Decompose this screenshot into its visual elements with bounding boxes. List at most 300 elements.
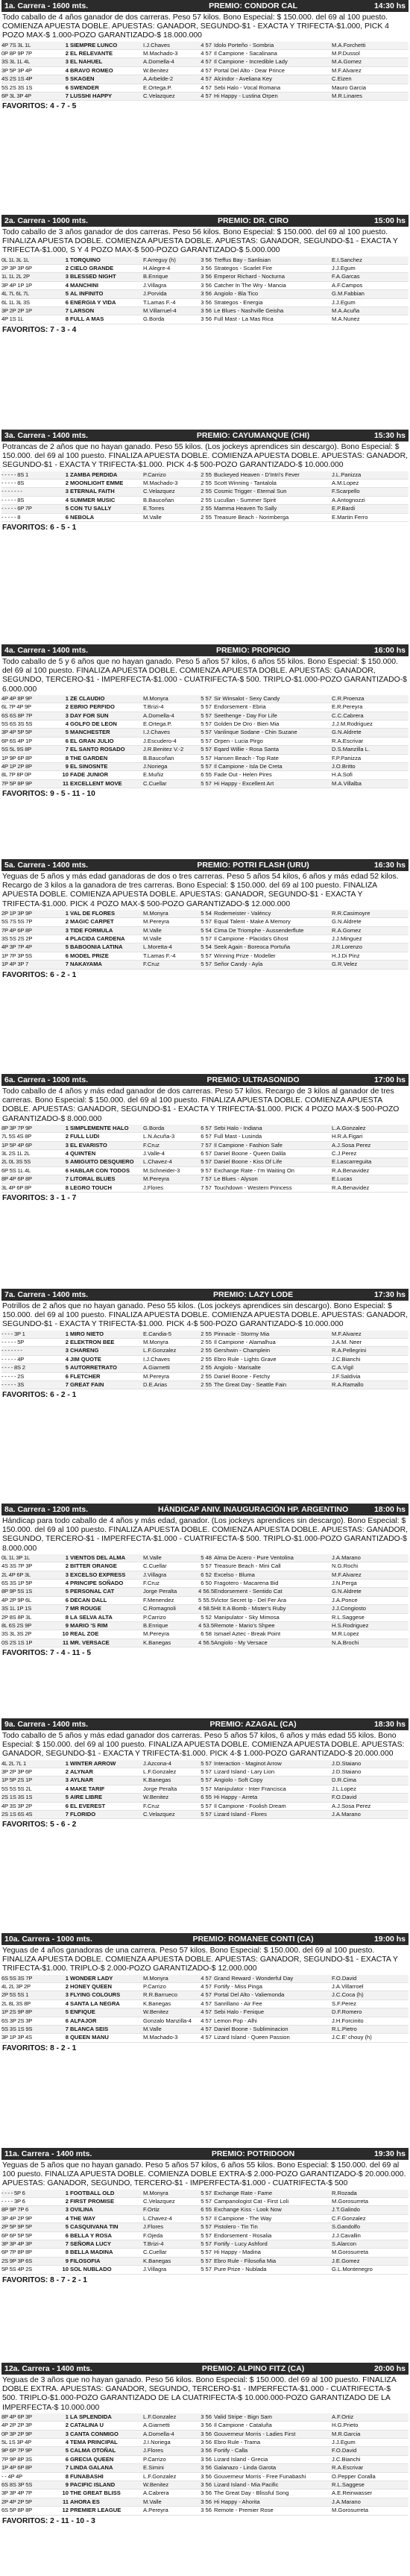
entry-row: [1, 1562, 409, 1571]
entry-pedigree: Sebi Halo - Vocal Romana: [214, 84, 281, 91]
entry-jockey: H.Alegre-4: [143, 265, 171, 271]
entry-age-weight: 5 57: [201, 711, 212, 719]
entry-pedigree: Emperor Richard - Nocturna: [214, 273, 285, 280]
entry-trainer: R.A.Escrivar: [332, 737, 364, 744]
entry-horse-name: MANCHINI: [70, 281, 98, 289]
race-conditions: Potrancas de 2 años que no hayan ganado. Peso 55 kilos. (Los jockeys aprendices sin descargo). Bono Especial: $ 150.000. del 69 al 100 puesto. FINALIZA APUESTA DOBLE. COMIENZA APUESTA DOBLE. APUESTAS: GANADOR, SEGUNDO-$1 - EXACTA Y TRIFECTA-$1.000. PICK 4-$ 500-POZO GARANTIZADO-$ 10.000.000: [2, 443, 409, 470]
entry-age-weight: 4 57: [201, 66, 212, 74]
entry-performances: 1P 7P 3P 5S: [1, 952, 32, 959]
entry-age-weight: 5 57: [201, 1785, 212, 1792]
entry-pedigree: Remote - Premier Rose: [214, 2507, 274, 2514]
entry-age-weight: 5 57: [201, 2231, 212, 2239]
entry-number: 9: [65, 2257, 69, 2264]
entry-pedigree: Hansen Beach - Top Rate: [214, 754, 279, 761]
race-conditions: Todo caballo de 4 años y más edad ganador de dos carreras. Peso 57 kilos. Recargo de 3 kilos al ganador de tres carreras. Bono Especial: $ 150.000. del 69 al 100 puesto. FINALIZA APUESTA DOBLE. COMIENZA APUESTA DOBLE. APUESTAS: GANADOR, SEGUNDO-$1 - EXACTA Y TRIFECTA-$1.000. PICK 4 POZO MAX-$ 500-POZO GARANTIZADO-$ 8.000.000: [2, 1087, 400, 1123]
entry-trainer: M.Gorosurreta: [332, 2507, 368, 2514]
entry-pedigree: Idolo Porteño - Sombria: [214, 41, 274, 48]
entry-age-weight: 3 56: [201, 298, 212, 306]
entry-trainer: H.G.Prieto: [332, 2422, 359, 2429]
entry-number: 2: [65, 1768, 69, 1775]
race-conditions: Todo caballo de 4 años ganador de dos carreras. Peso 57 kilos. Bono Especial: $ 150.000. del 69 al 100 puesto. COMIENZA APUESTA DOBLE. APUESTAS: GANADOR, SEGUNDO-$1 - EXACTA Y TRIFECTA-$1.000, PICK 4 POZO MAX-$ 1.000-POZO GARANTIZADO-$ 18.000.000: [2, 13, 389, 40]
race-card: [1, 1074, 409, 1288]
entry-pedigree: Lizard Island - Grecia: [214, 2455, 268, 2463]
entry-horse-name: LINDA GALANA: [70, 2464, 113, 2472]
entry-row: [1, 2481, 409, 2489]
entry-performances: 4P 3S 3P 2P: [1, 1802, 33, 1809]
entry-horse-name: EXCELSO EXPRESS: [70, 1571, 126, 1578]
entry-performances: 1P 4P 3P 7: [1, 961, 29, 968]
entry-row: [1, 1347, 409, 1355]
entry-row: [1, 2266, 409, 2274]
entry-pedigree: Lizard Island - Lary Lion: [214, 1768, 275, 1775]
entry-age-weight: 5 57: [201, 729, 212, 736]
entry-jockey: J.Villagra: [143, 2266, 167, 2273]
entry-age-weight: 4 57: [201, 41, 212, 48]
entry-pedigree: Pinnacle - Stormy Mia: [214, 1330, 270, 1337]
entry-row: [1, 1167, 409, 1175]
entry-pedigree: Ismael Aztec - Break Point: [214, 1630, 281, 1638]
entry-number: 6: [65, 1372, 69, 1380]
entry-performances: 2S 1S 6S 4S: [1, 1810, 33, 1818]
entry-jockey: L.Chavez-4: [143, 1158, 172, 1166]
entry-jockey: W.Benitez: [143, 2481, 169, 2488]
entry-pedigree: Ebro Rule - Lights Grave: [214, 1355, 277, 1363]
entry-age-weight: 4 58.5: [198, 1605, 215, 1612]
entry-jockey: A.Giarnetti: [143, 2422, 170, 2429]
race-title: PREMIO: CONDOR CAL: [209, 1, 298, 10]
entry-performances: 4P 1P 2P 8P: [1, 762, 32, 770]
entry-pedigree: Daniel Boone - Fetchy: [214, 1372, 271, 1380]
entry-number: 5: [65, 1158, 69, 1166]
entry-row: [1, 299, 409, 307]
entry-number: 5: [65, 2447, 69, 2454]
entry-age-weight: 5 57: [201, 1768, 212, 1775]
entry-performances: 4S 3S 7P 3P: [1, 1562, 33, 1570]
entry-horse-name: SWENDER: [70, 84, 99, 91]
race-card: [1, 215, 409, 429]
race-label: 8a. Carrera - 1200 mts.: [4, 1505, 89, 1514]
entry-jockey: J.R.Benitez V.-2: [143, 746, 184, 753]
entry-age-weight: 3 56: [201, 2455, 212, 2463]
entry-trainer: S.Alarcon: [332, 2240, 356, 2247]
entry-jockey: M.Valle: [143, 513, 162, 521]
entry-age-weight: 5 57: [201, 2266, 212, 2273]
entry-trainer: J.J.Egum: [332, 2438, 356, 2445]
entry-row: [1, 1364, 409, 1372]
entry-pedigree: Catcher In The Wry - Mancia: [214, 281, 286, 289]
entry-horse-name: JIM QUOTE: [70, 1355, 101, 1363]
entry-trainer: R.L.Saggese: [332, 2481, 365, 2488]
entry-horse-name: ENERGIA Y VIDA: [70, 298, 116, 306]
entry-jockey: L.F.Gonzalez: [143, 2413, 177, 2420]
entry-number: 2: [65, 2198, 69, 2205]
entry-horse-name: ZAMBA PERDIDA: [70, 471, 118, 478]
entry-age-weight: 2 55: [201, 1330, 212, 1337]
entry-row: [1, 1975, 409, 1983]
entry-horse-name: CANTA CONMIGO: [70, 2430, 119, 2437]
entry-performances: 6L 1L 3L 3S: [1, 298, 30, 306]
entry-number: 4: [65, 1149, 69, 1157]
entry-jockey: C.Velazquez: [143, 488, 175, 495]
entry-number: 8: [65, 2034, 69, 2041]
entry-age-weight: 6 57: [201, 1124, 212, 1131]
entry-pedigree: Campanologist Cat - First Loli: [214, 2198, 289, 2205]
entry-jockey: J.Flores: [143, 2447, 164, 2454]
entry-number: 6: [65, 2231, 69, 2239]
race-time: 16:00 hs: [373, 646, 406, 655]
entry-pedigree: Full Mast - La Mas Rica: [214, 315, 274, 323]
entry-number: 2: [65, 50, 69, 57]
entry-performances: - - - - - 6P 7P: [1, 505, 32, 512]
entry-trainer: J.O.Britto: [332, 762, 356, 770]
entry-pedigree: Il Campione - Foolish Dream: [214, 1802, 286, 1809]
entry-pedigree: Il Campione - Fashion Safe: [214, 1141, 283, 1149]
entry-pedigree: Ebro Rule - Filosofia Mia: [214, 2257, 277, 2264]
entry-pedigree: Daniel Boone - Kiss Of Life: [214, 1158, 283, 1166]
entry-number: 3: [65, 1777, 69, 1784]
entry-performances: 7P 5P 8P 9P: [1, 779, 32, 787]
entry-horse-name: LITORAL BLUES: [70, 1175, 116, 1183]
entry-row: [1, 2206, 409, 2214]
entry-pedigree: Remote - Mario's Shpee: [214, 1621, 275, 1629]
entry-trainer: J.D.Staiano: [332, 1768, 362, 1775]
entry-jockey: A.Domella-4: [143, 2430, 174, 2437]
entry-trainer: J.C.E' chouy (h): [332, 2034, 372, 2041]
entry-age-weight: 6 57: [201, 1149, 212, 1157]
entry-pedigree: Eqard Willie - Rosa Santa: [214, 746, 279, 753]
entry-performances: - - - - - 5P: [1, 1339, 25, 1345]
entry-horse-name: EXCELLENT MOVE: [70, 779, 122, 787]
entry-row: [1, 514, 409, 522]
entry-age-weight: 5 57: [201, 2223, 212, 2231]
entry-performances: 5S 7S 5S 7P: [1, 918, 33, 926]
entry-horse-name: EL NAHUEL: [70, 58, 103, 66]
entry-performances: 7L 5S 4S 8P: [1, 1133, 32, 1140]
race-time: 17:00 hs: [373, 1075, 406, 1084]
entry-performances: 0S 2S 1S 1P: [1, 1639, 33, 1646]
entry-jockey: L.Moretta-4: [143, 943, 172, 951]
entry-trainer: M.F.Alvarez: [332, 66, 362, 74]
entry-number: 2: [65, 1339, 69, 1345]
entry-horse-name: BLESSED NIGHT: [70, 273, 116, 280]
entry-pedigree: Pure Prize - Nublada: [214, 2266, 267, 2273]
entry-performances: 2P 1P 3P 9P: [1, 909, 32, 917]
entry-jockey: E.Ortega.P.: [143, 84, 172, 91]
entry-trainer: C.J.Perez: [332, 1149, 357, 1157]
entry-performances: 6S 3S 1P 5P: [1, 1579, 33, 1586]
race-time: 19:00 hs: [373, 1935, 406, 1944]
entry-trainer: E.Lascarreguita: [332, 1158, 372, 1166]
entry-jockey: F.Ortiz: [143, 2206, 160, 2214]
entry-pedigree: Galanazo - Linda Garota: [214, 2464, 277, 2472]
race-conditions: Yeguas de 3 años que no hayan ganado. Peso 56 kilos. Bono Especial: $ 150.000. del 69 al 100 puesto. FINALIZA DOBLE EXTRA. APUESTAS: GANADOR, SEGUNDO, TERCERO-$1 - IMPERFECTA-$1.000 - CUATRIFECTA-$ 500. TRIPLO-$1.000-POZO GARANTIZADO DE LA CUATRIFECTA-$ 10.000.000-POZO GARANTIZADO DE LA IMPERFECTA-$ 10.000.000: [2, 2376, 397, 2412]
entry-row: [1, 1983, 409, 1991]
entry-horse-name: OVILINA: [70, 2206, 93, 2214]
entry-jockey: C.Romagnoli: [143, 1605, 176, 1612]
entry-pedigree: Pistolero - Tin Tin: [214, 2223, 258, 2231]
entry-trainer: R.A.Pellegrini: [332, 1347, 367, 1354]
entry-performances: 4L 2L 3P 2P: [1, 1983, 31, 1990]
entry-row: [1, 67, 409, 75]
entry-jockey: B.Enrique: [143, 273, 168, 280]
entry-number: 12: [62, 2507, 69, 2514]
entry-horse-name: THE GREAT BLISS: [70, 2489, 121, 2497]
entry-performances: 2L 8L 3S 8P: [1, 1999, 31, 2007]
entry-age-weight: 4 57: [201, 2017, 212, 2024]
entry-jockey: G.Borda: [143, 1124, 165, 1131]
race-favorites: FAVORITOS: 5 - 6 - 2: [2, 1821, 77, 1829]
entry-number: 3: [65, 2206, 69, 2214]
entry-pedigree: Alma De Acero - Pure Ventolina: [214, 1554, 294, 1561]
entry-horse-name: EL RELEVANTE: [70, 50, 113, 57]
entry-trainer: J.J.Egum: [332, 298, 356, 306]
entry-row: [1, 497, 409, 505]
entry-pedigree: Buckeyed Heaven - D'Intri's Fever: [214, 471, 300, 478]
entries-table: [1, 910, 409, 970]
entry-jockey: J.Valle-4: [143, 1149, 165, 1157]
race-card: [1, 1504, 409, 1718]
entry-trainer: R.A.Escrivar: [332, 2464, 364, 2472]
entry-row: [1, 2473, 409, 2481]
entry-trainer: M.A.Gomez: [332, 58, 362, 66]
entry-row: [1, 1184, 409, 1193]
entry-pedigree: Il Campione - Incredible Lady: [214, 58, 288, 66]
entry-horse-name: ENFIQUE: [70, 2008, 95, 2016]
entry-number: 3: [65, 1571, 69, 1578]
entry-trainer: L.A.Gonzalez: [332, 1124, 366, 1131]
entry-performances: 4P 3P 7P 4P: [1, 943, 32, 951]
entry-number: 6: [65, 737, 69, 744]
entry-row: [1, 2008, 409, 2017]
entry-horse-name: MARIO 'S RIM: [70, 1621, 108, 1629]
entry-row: [1, 2215, 409, 2223]
entry-jockey: I.J.Chaves: [143, 1355, 170, 1363]
entry-trainer: A.J.Sosa Perez: [332, 1802, 371, 1809]
entry-trainer: Mauro Garcia: [332, 84, 367, 91]
entry-row: [1, 2190, 409, 2198]
entry-jockey: J.Escudero-4: [143, 737, 177, 744]
entry-age-weight: 3 56: [201, 2472, 212, 2480]
entry-number: 1: [65, 1124, 69, 1131]
entry-trainer: F.O.David: [332, 1974, 357, 1982]
entry-row: [1, 265, 409, 273]
entry-age-weight: 3 56: [201, 2481, 212, 2488]
race-time: 18:00 hs: [373, 1505, 406, 1514]
entry-age-weight: 6 50: [201, 1579, 212, 1586]
entry-horse-name: BRAVO ROMEO: [70, 66, 113, 74]
entry-number: 7: [65, 2464, 69, 2472]
entry-trainer: J.J.Egum: [332, 265, 356, 271]
entry-row: [1, 943, 409, 952]
entry-performances: 4L 2L 7L 1: [1, 1759, 27, 1767]
entry-performances: 2P 8S 8P 3L: [1, 1613, 32, 1621]
entry-horse-name: LA SPLENDIDA: [70, 2413, 112, 2420]
entry-pedigree: Excelso - Bluma: [214, 1571, 255, 1578]
entry-performances: 5S 5S 5S 2L: [1, 1785, 32, 1792]
entry-row: [1, 1794, 409, 1802]
race-favorites: FAVORITOS: 6 - 2 - 1: [2, 1391, 77, 1400]
entry-row: [1, 92, 409, 101]
entry-jockey: M.Valle: [143, 1554, 162, 1561]
entry-trainer: J.J.M.Rodriguez: [332, 720, 373, 727]
entry-jockey: E.Candia-5: [143, 1330, 171, 1337]
entry-pedigree: Valid Stripe - Bign Sam: [214, 2413, 272, 2420]
entry-number: 2: [65, 1133, 69, 1140]
entry-horse-name: PLACIDA CARDENA: [70, 934, 125, 942]
entry-jockey: M.Monyra: [143, 1974, 168, 1982]
entry-age-weight: 4 57: [201, 58, 212, 66]
entry-trainer: N.A.Brochi: [332, 1639, 359, 1646]
entry-horse-name: DECAN DALL: [70, 1596, 107, 1603]
entry-number: 4: [65, 720, 69, 727]
entry-row: [1, 58, 409, 66]
entry-age-weight: 2 55: [201, 1347, 212, 1354]
race-header: [1, 644, 409, 656]
entry-number: 3: [65, 711, 69, 719]
entry-pedigree: Fortify - Lucy Ashford: [214, 2240, 268, 2247]
entry-row: [1, 712, 409, 720]
entry-pedigree: Le Blues - Nashville Geisha: [214, 307, 284, 314]
entry-row: [1, 42, 409, 50]
entry-row: [1, 2507, 409, 2515]
entry-age-weight: 4 57: [201, 2008, 212, 2016]
entry-row: [1, 488, 409, 496]
entry-pedigree: Full Mast - Lusinda: [214, 1133, 262, 1140]
entry-row: [1, 1588, 409, 1596]
race-header: [1, 2363, 409, 2375]
entry-jockey: K.Banegas: [143, 2257, 171, 2264]
entry-row: [1, 720, 409, 729]
entry-performances: 1P 5P 2S 1P: [1, 1777, 33, 1784]
entry-number: 1: [65, 2189, 69, 2196]
entry-performances: 2P 4P 2P 5P: [1, 2498, 32, 2505]
entry-number: 11: [62, 1639, 69, 1646]
race-title: PREMIO: CAYUMANQUE (CHI): [196, 431, 310, 440]
entry-pedigree: Lizard Island - Flores: [214, 1810, 267, 1818]
entry-number: 4: [65, 1785, 69, 1792]
entry-row: [1, 2240, 409, 2249]
race-title: HÁNDICAP ANIV. INAUGURACIÓN HP. ARGENTINO: [157, 1505, 349, 1514]
race-header: [1, 430, 409, 442]
entry-number: 1: [65, 694, 69, 702]
entry-performances: 3L 4P 6P 8P: [1, 1184, 31, 1191]
entry-horse-name: MR. VERSACE: [70, 1639, 110, 1646]
entry-age-weight: 4 57: [201, 1983, 212, 1990]
race-conditions: Yeguas de 5 años que no hayan ganado. Peso 5 años 57 kilos, 6 años 55 kilos. Bono Especial: $ 150.000. del 69 al 100 puesto. FINALIZA APUESTA DOBLE. COMIENZA DOBLE EXTRA-$ 2.000-POZO GARANTIZADO-$ 20.000.000. APUESTAS: GANADOR, SEGUNDO, TERCERO-$1 - IMPERFECTA-$1.000 - CUATRIFECTA-$ 500: [2, 2161, 406, 2188]
entry-trainer: M.P.Dussol: [332, 50, 360, 57]
entry-performances: - - - - - 8S 1: [1, 471, 29, 478]
entry-trainer: C.R.Proenza: [332, 694, 365, 702]
entry-trainer: E.P.Bardi: [332, 505, 356, 512]
entry-age-weight: 5 57: [201, 746, 212, 753]
entry-trainer: H.S.Rodriguez: [332, 1621, 369, 1629]
entry-performances: 6P 3L 3P 4P: [1, 92, 31, 99]
entry-number: 1: [65, 256, 69, 263]
entry-number: 8: [65, 2249, 69, 2256]
entry-age-weight: 5 57: [201, 1562, 212, 1570]
entry-jockey: M.Machado-3: [143, 50, 178, 57]
race-card: [1, 2148, 409, 2362]
entry-jockey: M.Pereyra: [143, 1175, 170, 1183]
entry-age-weight: 3 56: [201, 2447, 212, 2454]
entry-jockey: J.Noriega: [143, 762, 168, 770]
entry-row: [1, 1991, 409, 1999]
entry-row: [1, 2232, 409, 2240]
entry-trainer: J.C.Bianchi: [332, 1355, 361, 1363]
entry-pedigree: Strategos - Energia: [214, 298, 263, 306]
entry-row: [1, 780, 409, 788]
entry-age-weight: 4 53.5: [198, 1621, 215, 1629]
race-header: [1, 1933, 409, 1945]
entry-pedigree: Angiolo - Bla Tico: [214, 290, 259, 298]
entry-horse-name: SEÑORA LUCY: [70, 2240, 111, 2247]
entry-horse-name: CASQUIVANA TIN: [70, 2223, 119, 2231]
race-header: [1, 0, 409, 12]
entry-number: 1: [65, 41, 69, 48]
entry-number: 4: [65, 2214, 69, 2222]
entry-jockey: J.I.Noriega: [143, 2438, 171, 2445]
entry-performances: 2L 4P 6P 3L: [1, 1571, 31, 1578]
entry-pedigree: Daniel Boone - Queen Dalila: [214, 1149, 286, 1157]
entry-age-weight: 2 55: [201, 471, 212, 478]
entry-age-weight: 5 57: [201, 1759, 212, 1767]
entry-number: 9: [65, 1621, 69, 1629]
entry-age-weight: 5 57: [201, 918, 212, 926]
entry-row: [1, 746, 409, 754]
entry-horse-name: FOOTBALL OLD: [70, 2189, 115, 2196]
entry-horse-name: QUEEN MANU: [70, 2034, 109, 2041]
entry-performances: 3P 4P 1P 1P: [1, 281, 32, 289]
entry-number: 2: [65, 2422, 69, 2429]
entry-number: 1: [65, 2413, 69, 2420]
entry-horse-name: GRECIA QUEEN: [70, 2455, 114, 2463]
entry-pedigree: Gouverneur Morris - Ladies First: [214, 2430, 296, 2437]
entry-horse-name: PREMIER LEAGUE: [70, 2507, 122, 2514]
entry-horse-name: DAY FOR SUN: [70, 711, 109, 719]
entry-jockey: J.Porvida: [143, 290, 167, 298]
entry-trainer: M.A.Villalba: [332, 779, 362, 787]
race-title: PREMIO: AZAGAL (CA): [209, 1720, 297, 1729]
race-header: [1, 859, 409, 871]
entry-performances: 5S 2S 3S 1S: [1, 84, 33, 91]
entry-number: 4: [65, 66, 69, 74]
entry-pedigree: Sir Winsalot - Sexy Candy: [214, 694, 280, 702]
entry-jockey: F.Cruz: [143, 1802, 160, 1809]
entry-age-weight: 3 56: [201, 307, 212, 314]
entry-pedigree: Endorsement - Ebria: [214, 703, 266, 711]
entry-horse-name: HONEY QUEEN: [70, 1983, 112, 1990]
entry-horse-name: REAL ZOE: [70, 1630, 99, 1638]
entry-performances: 3P 3P 4P 7P: [1, 2489, 32, 2497]
entry-row: [1, 273, 409, 281]
entry-performances: 3S 5S 2S 2P: [1, 934, 33, 942]
entry-horse-name: MOONLIGHT EMME: [70, 480, 124, 486]
entry-number: 4: [65, 2438, 69, 2445]
race-title: PREMIO: ULTRASONIDO: [206, 1075, 300, 1084]
entry-trainer: G.R.Velez: [332, 961, 358, 968]
entry-trainer: F.O.David: [332, 2447, 357, 2454]
entry-trainer: J.R.Lorenzo: [332, 943, 362, 951]
entry-age-weight: 2 55: [201, 505, 212, 512]
entry-trainer: F.Scarpello: [332, 488, 360, 495]
entry-jockey: K.Banegas: [143, 1639, 171, 1646]
entry-trainer: J.T.Galindo: [332, 2206, 360, 2214]
entry-number: 9: [65, 762, 69, 770]
entry-pedigree: Hi Happy - Excellent Art: [214, 779, 274, 787]
entries-table: [1, 257, 409, 324]
entry-horse-name: BELLA MADINA: [70, 2249, 113, 2256]
race-title: PREMIO: LAZY LODE: [212, 1290, 294, 1299]
